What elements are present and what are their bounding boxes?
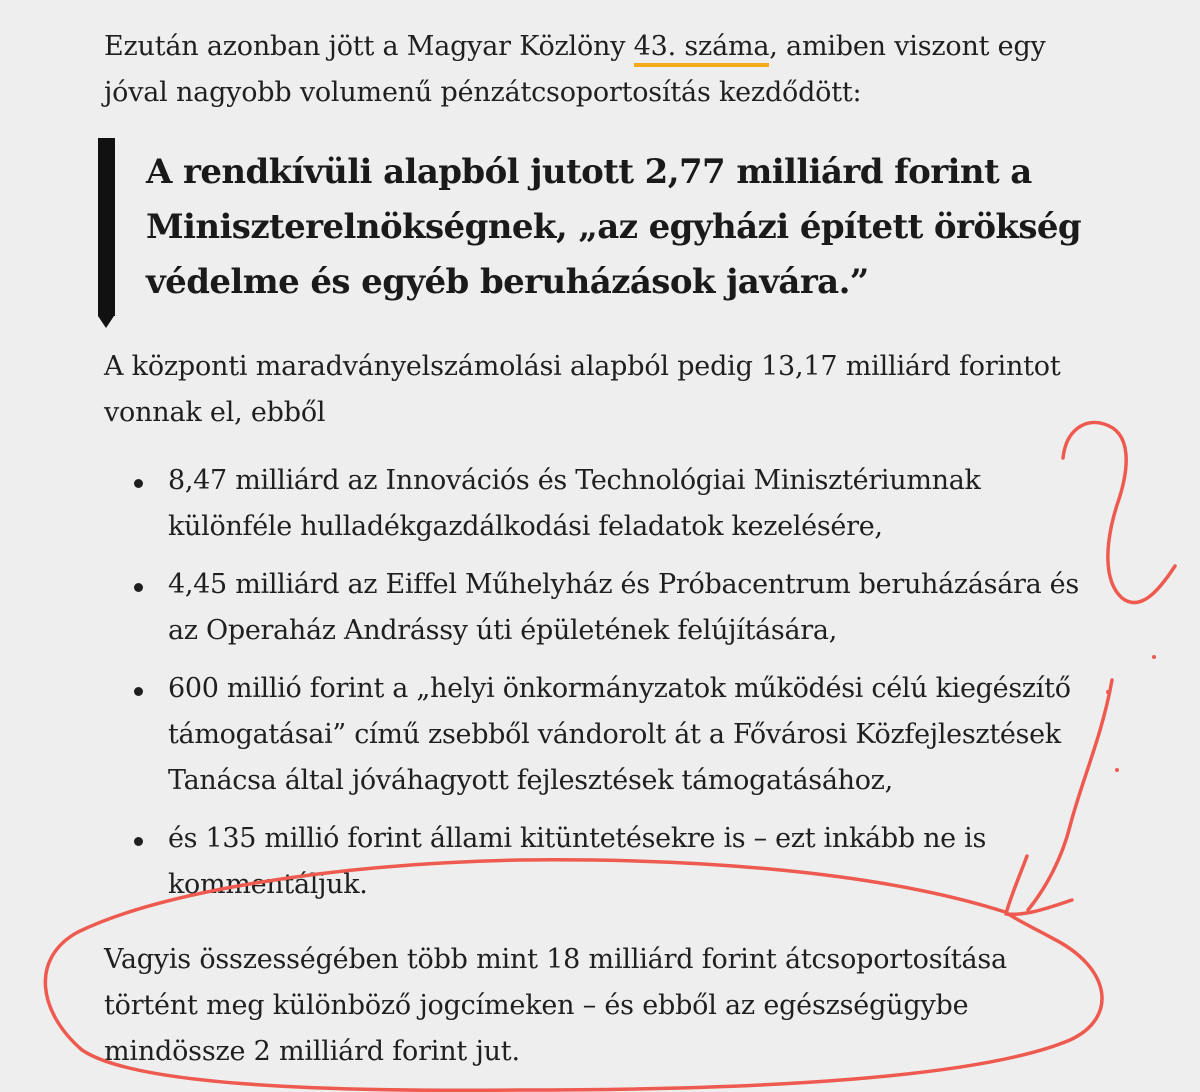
bullet-icon	[134, 583, 143, 592]
list-item	[104, 458, 1104, 550]
summary-paragraph: Vagyis összességében több mint 18 milliárd forint átcsoportosítása történt meg különböző jogcímeken – és ebből az egészségügybe mindössze 2 milliárd forint jut.	[104, 944, 1007, 1067]
list-item	[104, 816, 1104, 908]
list-item-text: 4,45 milliárd az Eiffel Műhelyház és Próbacentrum beruházására és az Operaház Andrássy úti épületének felújítására,	[168, 569, 1079, 646]
list-item-text: 600 millió forint a „helyi önkormányzatok működési célú kiegészítő támogatásai” című zsebből vándorolt át a Fővárosi Közfejlesztések Tanácsa által jóváhagyott fejlesztések támogatásához,	[168, 673, 1071, 796]
list-item-text: 8,47 milliárd az Innovációs és Technológiai Minisztériumnak különféle hulladékgazdálkodási feladatok kezelésére,	[168, 465, 981, 542]
bullet-icon	[134, 687, 143, 696]
annotation-dot	[1106, 690, 1110, 694]
highlight-quote: A rendkívüli alapból jutott 2,77 milliárd forint a Miniszterelnökségnek, „az egyházi épített örökség védelme és egyéb beruházások javára.”	[146, 152, 1082, 302]
list-item	[104, 666, 1104, 804]
list-item	[104, 562, 1104, 654]
allocation-list	[104, 458, 1104, 920]
annotation-dot	[1115, 768, 1119, 772]
blockquote-bar	[98, 138, 115, 316]
intro-text-after: , amiben viszont egy jóval nagyobb volumenű pénzátcsoportosítás kezdődött:	[104, 31, 1046, 108]
bullet-icon	[134, 837, 143, 846]
intro-paragraph	[104, 24, 1114, 116]
kozlony-link[interactable]: 43. száma	[634, 31, 770, 67]
bullet-icon	[134, 479, 143, 488]
annotation-dot	[1152, 655, 1156, 659]
central-fund-paragraph: A központi maradványelszámolási alapból pedig 13,17 milliárd forintot vonnak el, ebből	[104, 351, 1061, 428]
list-item-text: és 135 millió forint állami kitüntetésekre is – ezt inkább ne is kommentáljuk.	[168, 823, 987, 900]
intro-text-before: Ezután azonban jött a Magyar Közlöny	[104, 31, 634, 62]
